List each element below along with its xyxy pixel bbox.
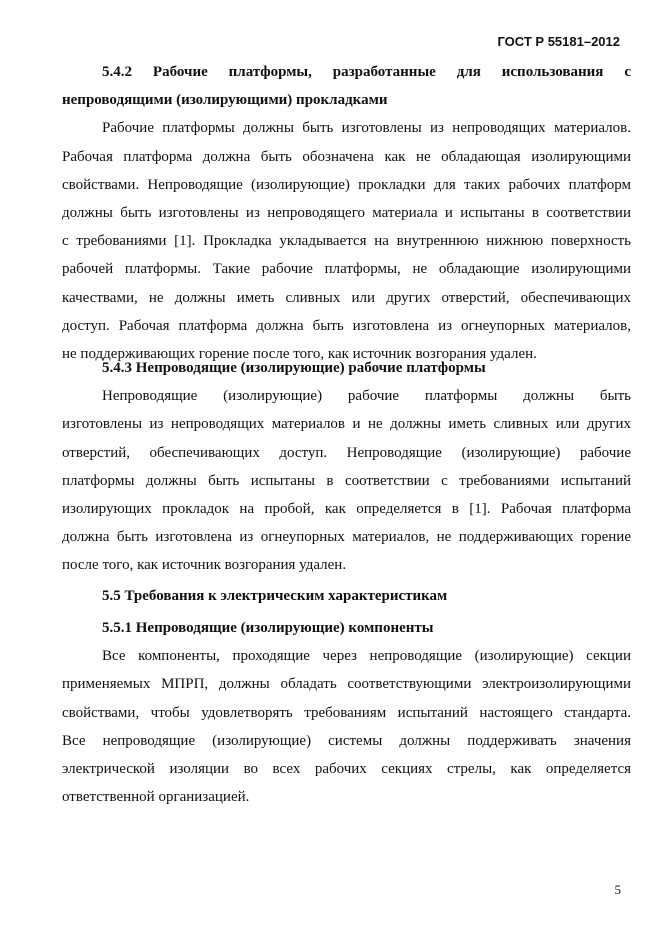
- paragraph-line: с требованиями [1]. Прокладка укладывается на внутреннюю нижнюю поверхность: [62, 233, 631, 250]
- paragraph-line: должны быть изготовлены из непроводящего материала и испытаны в соответствии: [62, 204, 631, 221]
- paragraph-line: Все компоненты, проходящие через непроводящие (изолирующие) секции: [102, 648, 631, 665]
- paragraph-line: свойствами, чтобы удовлетворять требованиям испытаний настоящего стандарта.: [62, 704, 631, 721]
- paragraph-line: качествами, не должны иметь сливных или других отверстий, обеспечивающих: [62, 289, 631, 306]
- paragraph-line: электрической изоляции во всех рабочих секциях стрелы, как определяется: [62, 760, 631, 777]
- section-heading: 5.5 Требования к электрическим характеристикам: [102, 588, 448, 604]
- paragraph-line: применяемых МПРП, должны обладать соответствующими электроизолирующими: [62, 676, 631, 693]
- section-5-4-2: [62, 58, 631, 368]
- paragraph-line: отверстий, обеспечивающих доступ. Непроводящие (изолирующие) рабочие: [62, 444, 631, 461]
- paragraph-line: платформы должны быть испытаны в соответствии с требованиями испытаний: [62, 472, 631, 489]
- paragraph-line: доступ. Рабочая платформа должна быть изготовлена из огнеупорных материалов,: [62, 317, 631, 334]
- paragraph-line: Рабочие платформы должны быть изготовлены из непроводящих материалов.: [102, 120, 631, 137]
- page-number: 5: [614, 882, 621, 897]
- paragraph-line: после того, как источник возгорания удален.: [62, 557, 347, 574]
- paragraph-line: изолирующих прокладок на пробой, как определяется в [1]. Рабочая платформа: [62, 500, 631, 517]
- section-5-5: [62, 582, 631, 610]
- section-5-5-1: [62, 614, 631, 811]
- section-heading: 5.4.3 Непроводящие (изолирующие) рабочие платформы: [102, 360, 486, 376]
- paragraph-line: рабочей платформы. Такие рабочие платформы, не обладающие изолирующими: [62, 261, 631, 278]
- standard-header: ГОСТ Р 55181–2012: [497, 34, 620, 49]
- paragraph-line: должна быть изготовлена из огнеупорных материалов, не поддерживающих горение: [62, 529, 631, 546]
- section-heading: 5.5.1 Непроводящие (изолирующие) компоненты: [102, 620, 434, 636]
- section-heading: непроводящими (изолирующими) прокладками: [62, 92, 388, 109]
- paragraph-line: изготовлены из непроводящих материалов и не должны иметь сливных или других: [62, 416, 631, 433]
- paragraph-line: Непроводящие (изолирующие) рабочие платформы должны быть: [102, 388, 631, 405]
- paragraph-line: Рабочая платформа должна быть обозначена как не обладающая изолирующими: [62, 148, 631, 165]
- paragraph-line: ответственной организацией.: [62, 789, 250, 806]
- paragraph-line: не поддерживающих горение после того, как источник возгорания удален.: [62, 345, 537, 362]
- section-5-4-3: [62, 354, 631, 580]
- paragraph-line: свойствами. Непроводящие (изолирующие) прокладки для таких рабочих платформ: [62, 176, 631, 193]
- section-heading: 5.4.2 Рабочие платформы, разработанные для использования с: [102, 64, 631, 80]
- paragraph-line: Все непроводящие (изолирующие) системы должны поддерживать значения: [62, 732, 631, 749]
